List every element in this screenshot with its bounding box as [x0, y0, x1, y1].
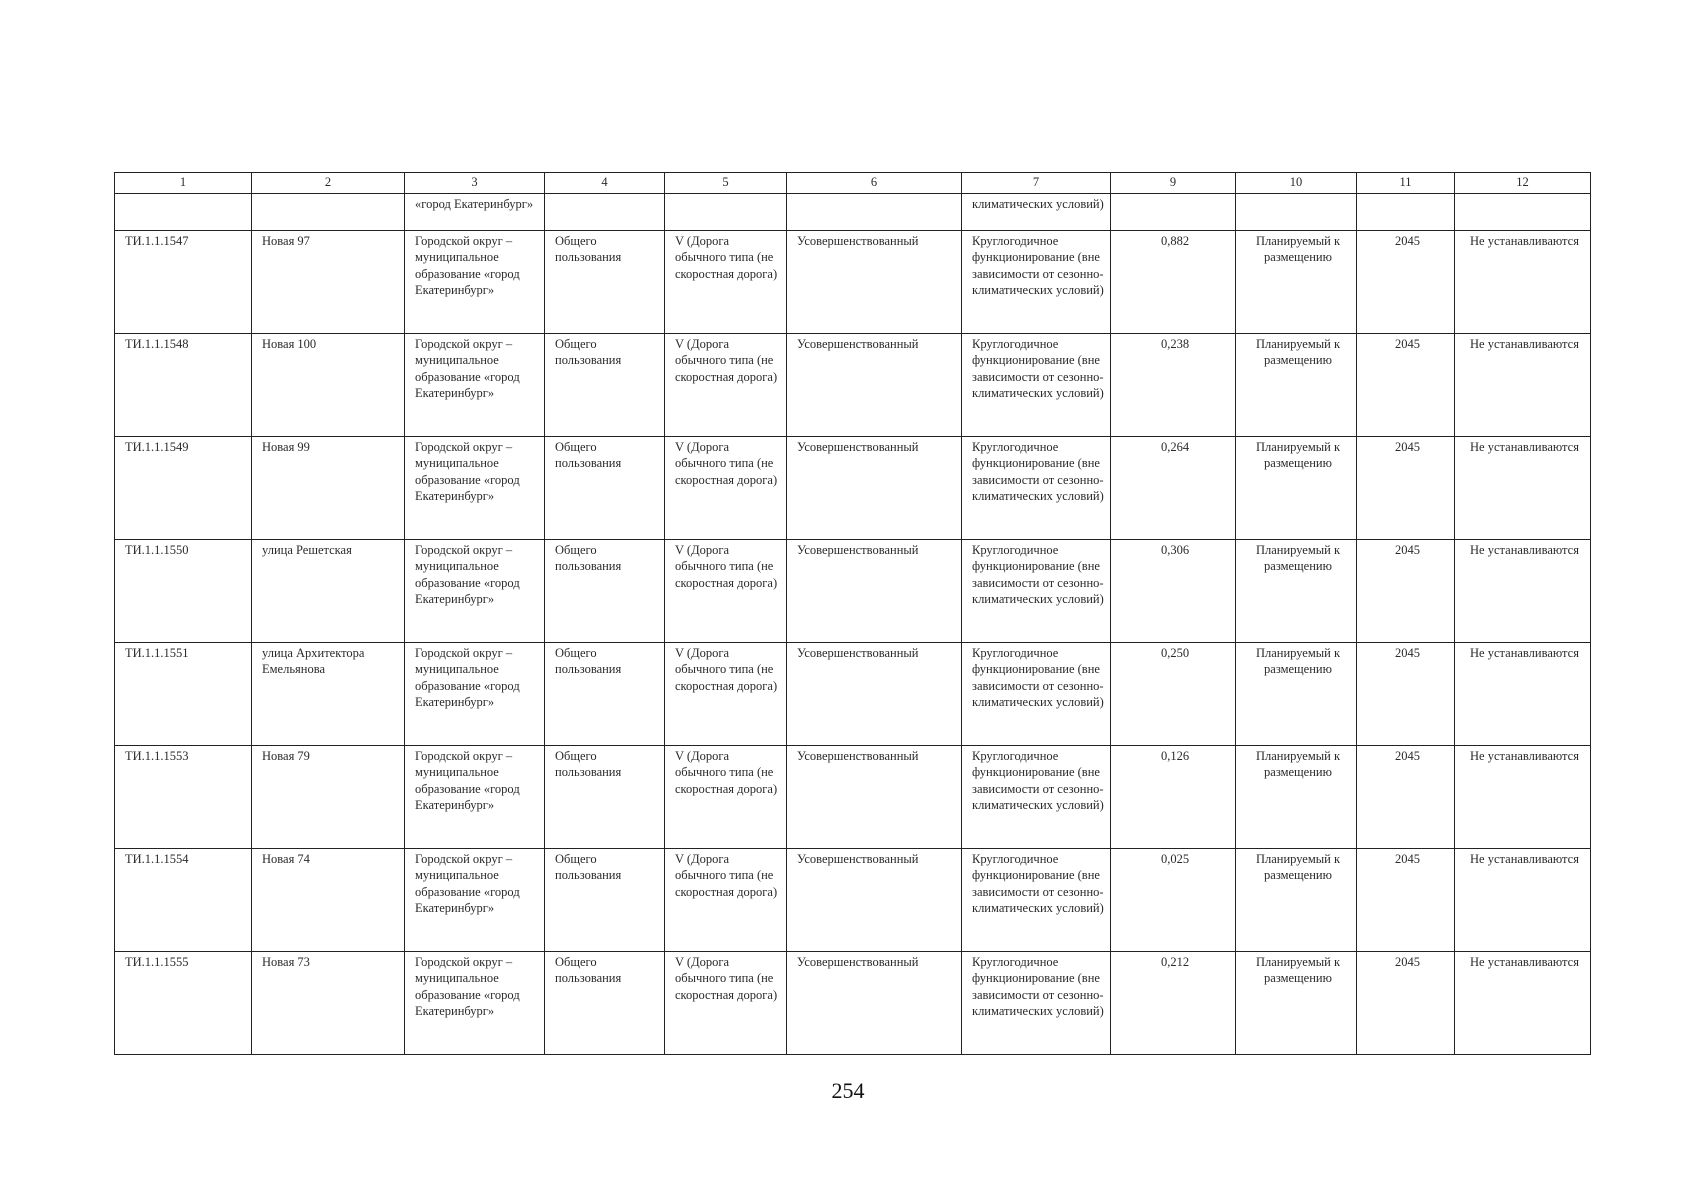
- cell-year: 2045: [1357, 437, 1455, 540]
- cell-category: V (Дорога обычного типа (не скоростная дорога): [665, 334, 787, 437]
- cell-operation: Круглогодичное функционирование (вне зависимости от сезонно-климатических условий): [962, 643, 1111, 746]
- header-cell: 2: [252, 173, 405, 194]
- header-cell: 4: [545, 173, 665, 194]
- cell-operation: Круглогодичное функционирование (вне зависимости от сезонно-климатических условий): [962, 437, 1111, 540]
- cell-name: Новая 97: [252, 231, 405, 334]
- cell-operation: климатических условий): [962, 194, 1111, 231]
- cell-length: 0,306: [1111, 540, 1236, 643]
- cell-surface: Усовершенствованный: [787, 334, 962, 437]
- cell-id: ТИ.1.1.1549: [115, 437, 252, 540]
- cell-name: улица Архитектора Емельянова: [252, 643, 405, 746]
- cell-usage: Общего пользования: [545, 540, 665, 643]
- cell-operation: Круглогодичное функционирование (вне зависимости от сезонно-климатических условий): [962, 540, 1111, 643]
- cell-surface: Усовершенствованный: [787, 849, 962, 952]
- cell-municipality: «город Екатеринбург»: [405, 194, 545, 231]
- cell-municipality: Городской округ – муниципальное образование «город Екатеринбург»: [405, 334, 545, 437]
- header-cell: 10: [1236, 173, 1357, 194]
- cell-municipality: Городской округ – муниципальное образование «город Екатеринбург»: [405, 952, 545, 1055]
- header-cell: 12: [1455, 173, 1591, 194]
- cell-operation: Круглогодичное функционирование (вне зависимости от сезонно-климатических условий): [962, 746, 1111, 849]
- table-header-row: [115, 173, 1591, 194]
- cell-usage: Общего пользования: [545, 334, 665, 437]
- cell-usage: Общего пользования: [545, 231, 665, 334]
- cell-category: V (Дорога обычного типа (не скоростная дорога): [665, 849, 787, 952]
- table-row-continuation: [115, 194, 1591, 231]
- cell-category: V (Дорога обычного типа (не скоростная дорога): [665, 643, 787, 746]
- cell-municipality: Городской округ – муниципальное образование «город Екатеринбург»: [405, 540, 545, 643]
- cell-usage: Общего пользования: [545, 437, 665, 540]
- cell-name: Новая 79: [252, 746, 405, 849]
- cell-municipality: Городской округ – муниципальное образование «город Екатеринбург»: [405, 849, 545, 952]
- cell-length: 0,126: [1111, 746, 1236, 849]
- cell-id: ТИ.1.1.1547: [115, 231, 252, 334]
- cell-usage: Общего пользования: [545, 746, 665, 849]
- cell-municipality: Городской округ – муниципальное образование «город Екатеринбург»: [405, 746, 545, 849]
- cell-zones: Не устанавливаются: [1455, 952, 1591, 1055]
- cell-zones: Не устанавливаются: [1455, 231, 1591, 334]
- cell-municipality: Городской округ – муниципальное образование «город Екатеринбург»: [405, 643, 545, 746]
- cell-length: [1111, 194, 1236, 231]
- table-row: [115, 746, 1591, 849]
- header-cell: 3: [405, 173, 545, 194]
- cell-usage: Общего пользования: [545, 849, 665, 952]
- table-row: [115, 231, 1591, 334]
- cell-surface: Усовершенствованный: [787, 746, 962, 849]
- cell-surface: Усовершенствованный: [787, 231, 962, 334]
- cell-zones: Не устанавливаются: [1455, 849, 1591, 952]
- table-row: [115, 849, 1591, 952]
- cell-usage: Общего пользования: [545, 643, 665, 746]
- cell-id: ТИ.1.1.1555: [115, 952, 252, 1055]
- cell-year: 2045: [1357, 643, 1455, 746]
- cell-status: Планируемый к размещению: [1236, 643, 1357, 746]
- cell-name: Новая 73: [252, 952, 405, 1055]
- cell-id: ТИ.1.1.1554: [115, 849, 252, 952]
- header-cell: 9: [1111, 173, 1236, 194]
- cell-category: V (Дорога обычного типа (не скоростная дорога): [665, 746, 787, 849]
- cell-name: [252, 194, 405, 231]
- cell-id: ТИ.1.1.1553: [115, 746, 252, 849]
- cell-municipality: Городской округ – муниципальное образование «город Екатеринбург»: [405, 437, 545, 540]
- cell-status: Планируемый к размещению: [1236, 334, 1357, 437]
- cell-status: [1236, 194, 1357, 231]
- cell-operation: Круглогодичное функционирование (вне зависимости от сезонно-климатических условий): [962, 849, 1111, 952]
- cell-length: 0,025: [1111, 849, 1236, 952]
- cell-status: Планируемый к размещению: [1236, 437, 1357, 540]
- cell-category: [665, 194, 787, 231]
- cell-status: Планируемый к размещению: [1236, 849, 1357, 952]
- cell-surface: Усовершенствованный: [787, 437, 962, 540]
- cell-id: [115, 194, 252, 231]
- cell-municipality: Городской округ – муниципальное образование «город Екатеринбург»: [405, 231, 545, 334]
- cell-operation: Круглогодичное функционирование (вне зависимости от сезонно-климатических условий): [962, 334, 1111, 437]
- header-cell: 11: [1357, 173, 1455, 194]
- cell-status: Планируемый к размещению: [1236, 746, 1357, 849]
- cell-status: Планируемый к размещению: [1236, 952, 1357, 1055]
- cell-length: 0,238: [1111, 334, 1236, 437]
- cell-category: V (Дорога обычного типа (не скоростная дорога): [665, 952, 787, 1055]
- cell-zones: Не устанавливаются: [1455, 437, 1591, 540]
- cell-status: Планируемый к размещению: [1236, 540, 1357, 643]
- cell-category: V (Дорога обычного типа (не скоростная дорога): [665, 540, 787, 643]
- header-cell: 6: [787, 173, 962, 194]
- page-number: 254: [831, 1078, 865, 1103]
- table-row: [115, 334, 1591, 437]
- cell-surface: Усовершенствованный: [787, 952, 962, 1055]
- road-objects-table: [114, 172, 1591, 1055]
- cell-category: V (Дорога обычного типа (не скоростная дорога): [665, 231, 787, 334]
- cell-zones: Не устанавливаются: [1455, 746, 1591, 849]
- cell-year: 2045: [1357, 540, 1455, 643]
- cell-year: 2045: [1357, 952, 1455, 1055]
- cell-length: 0,882: [1111, 231, 1236, 334]
- header-cell: 7: [962, 173, 1111, 194]
- cell-zones: Не устанавливаются: [1455, 540, 1591, 643]
- header-cell: 5: [665, 173, 787, 194]
- cell-year: 2045: [1357, 746, 1455, 849]
- cell-zones: Не устанавливаются: [1455, 334, 1591, 437]
- cell-year: 2045: [1357, 231, 1455, 334]
- cell-name: улица Решетская: [252, 540, 405, 643]
- cell-surface: Усовершенствованный: [787, 540, 962, 643]
- table-row: [115, 540, 1591, 643]
- cell-year: [1357, 194, 1455, 231]
- table-row: [115, 643, 1591, 746]
- cell-name: Новая 100: [252, 334, 405, 437]
- cell-surface: [787, 194, 962, 231]
- cell-year: 2045: [1357, 334, 1455, 437]
- cell-usage: Общего пользования: [545, 952, 665, 1055]
- cell-name: Новая 99: [252, 437, 405, 540]
- cell-category: V (Дорога обычного типа (не скоростная дорога): [665, 437, 787, 540]
- cell-name: Новая 74: [252, 849, 405, 952]
- cell-id: ТИ.1.1.1548: [115, 334, 252, 437]
- cell-length: 0,264: [1111, 437, 1236, 540]
- cell-operation: Круглогодичное функционирование (вне зависимости от сезонно-климатических условий): [962, 952, 1111, 1055]
- cell-surface: Усовершенствованный: [787, 643, 962, 746]
- table-row: [115, 952, 1591, 1055]
- cell-id: ТИ.1.1.1551: [115, 643, 252, 746]
- cell-length: 0,250: [1111, 643, 1236, 746]
- cell-operation: Круглогодичное функционирование (вне зависимости от сезонно-климатических условий): [962, 231, 1111, 334]
- cell-zones: [1455, 194, 1591, 231]
- cell-usage: [545, 194, 665, 231]
- cell-length: 0,212: [1111, 952, 1236, 1055]
- header-cell: 1: [115, 173, 252, 194]
- cell-year: 2045: [1357, 849, 1455, 952]
- table-row: [115, 437, 1591, 540]
- cell-id: ТИ.1.1.1550: [115, 540, 252, 643]
- cell-status: Планируемый к размещению: [1236, 231, 1357, 334]
- cell-zones: Не устанавливаются: [1455, 643, 1591, 746]
